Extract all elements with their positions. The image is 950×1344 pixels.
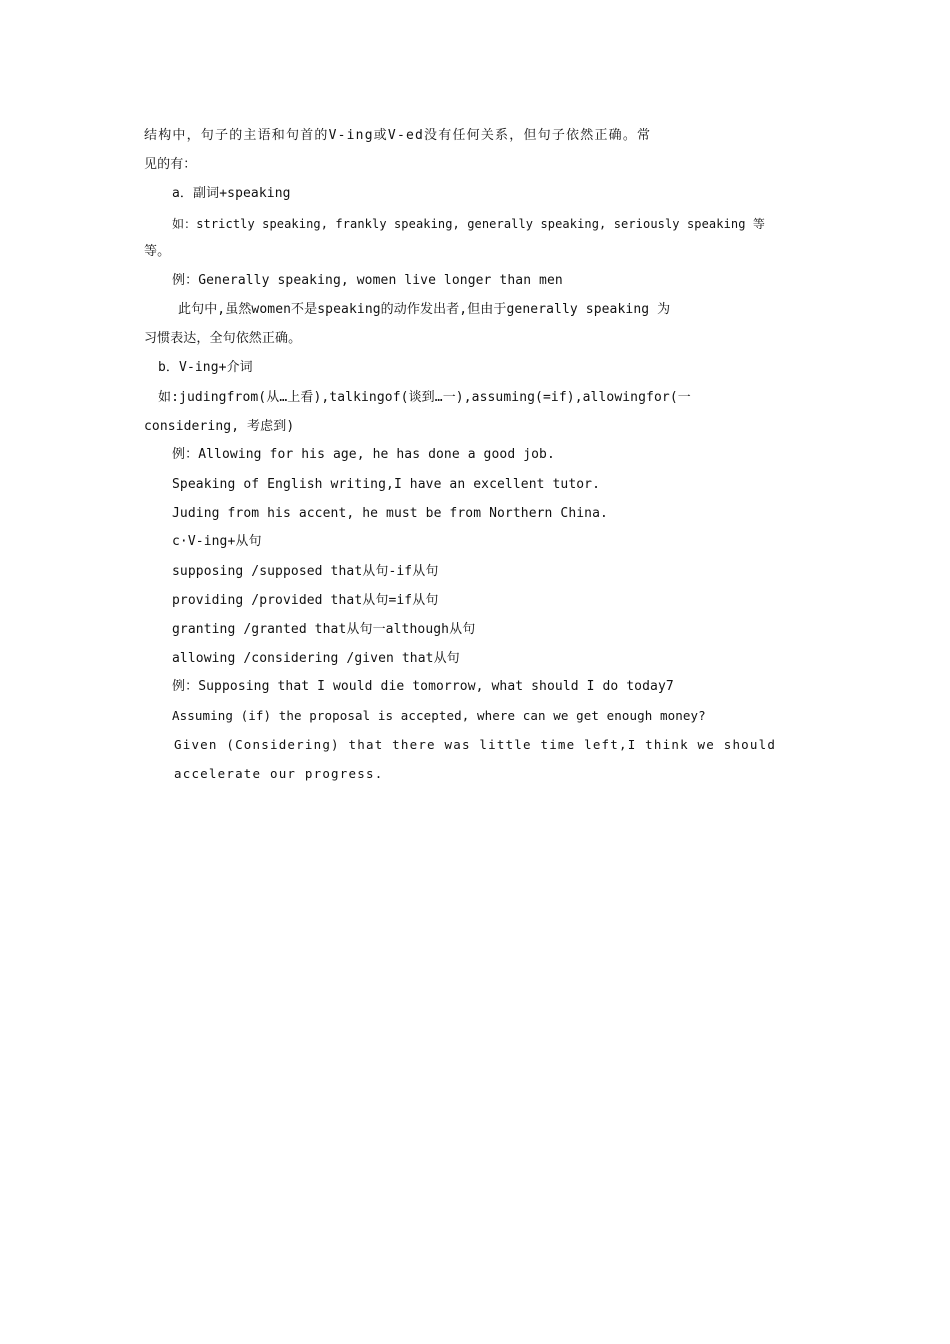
text-line: 例：Supposing that I would die tomorrow, what should I do today7 — [172, 679, 674, 694]
text-line: Assuming (if) the proposal is accepted, where can we get enough money? — [172, 708, 706, 723]
text-line: considering, 考虑到) — [144, 419, 295, 434]
text-line: accelerate our progress. — [174, 766, 384, 781]
text-line: 例：Generally speaking, women live longer than men — [172, 273, 563, 288]
text-line: supposing /supposed that从句-if从句 — [172, 564, 439, 579]
text-line: 见的有： — [144, 157, 197, 172]
text-line: 结构中，句子的主语和句首的V-ing或V-ed没有任何关系，但句子依然正确。常 — [144, 128, 652, 143]
text-line: 等。 — [144, 244, 171, 259]
text-line: c·V-ing+从句 — [172, 534, 262, 549]
text-line: Speaking of English writing,I have an excellent tutor. — [172, 477, 601, 492]
text-line: 此句中,虽然women不是speaking的动作发出者,但由于generally speaking 为 — [178, 302, 671, 317]
text-line: 习惯表达，全句依然正确。 — [144, 331, 302, 346]
text-line: b．V-ing+介词 — [158, 360, 253, 375]
text-line: Juding from his accent, he must be from Northern China. — [172, 506, 608, 521]
text-line: granting /granted that从句一although从句 — [172, 622, 476, 637]
text-line: 如:judingfrom(从…上看),talkingof(谈到…一),assuming(=if),allowingfor(一 — [158, 390, 691, 405]
text-line: Given (Considering) that there was little time left,I think we should — [174, 737, 777, 752]
text-line: 如：strictly speaking, frankly speaking, generally speaking, seriously speaking 等 — [172, 217, 765, 231]
text-line: 例：Allowing for his age, he has done a good job. — [172, 447, 555, 462]
text-line: a．副词+speaking — [172, 186, 291, 201]
text-line: providing /provided that从句=if从句 — [172, 593, 439, 608]
text-line: allowing /considering /given that从句 — [172, 651, 460, 666]
